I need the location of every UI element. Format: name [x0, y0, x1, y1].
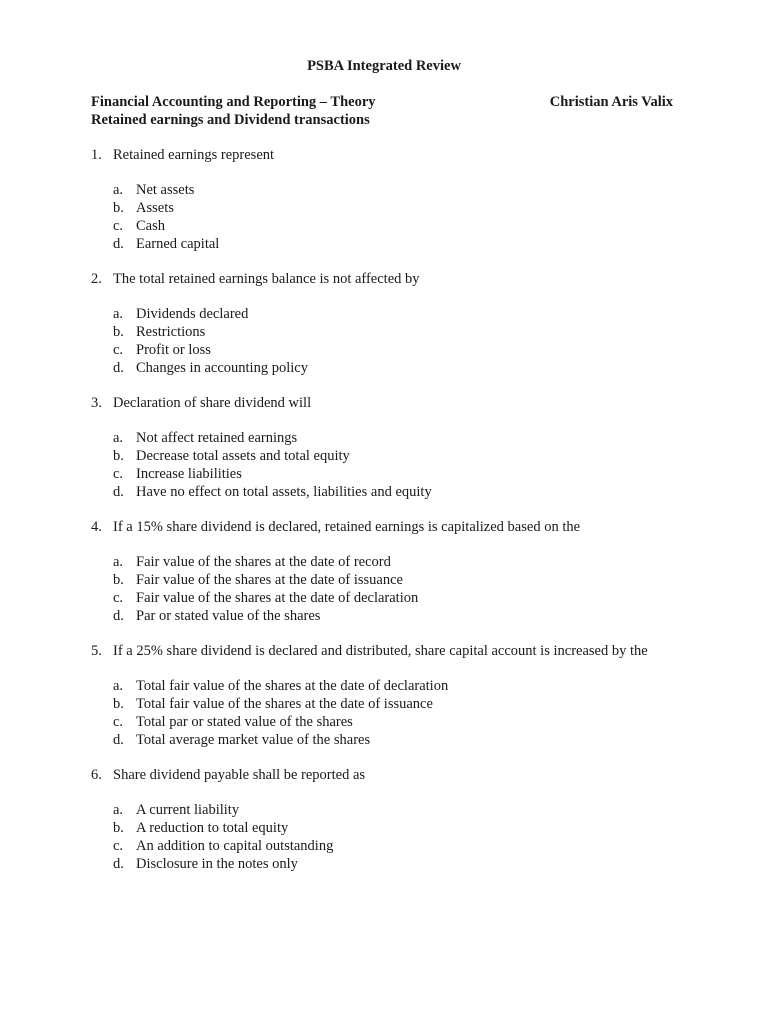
- option-text: Fair value of the shares at the date of declaration: [136, 590, 419, 606]
- question-text: Retained earnings represent: [113, 147, 275, 163]
- option-item: [113, 181, 711, 199]
- option-letter: a.: [113, 802, 124, 818]
- option-text: Assets: [136, 200, 174, 216]
- option-letter: c.: [113, 218, 124, 234]
- question-number: 5.: [91, 643, 102, 659]
- document-title: PSBA Integrated Review: [307, 58, 461, 74]
- option-text: Changes in accounting policy: [136, 360, 308, 376]
- option-item: [113, 553, 711, 571]
- option-list: [113, 677, 711, 749]
- option-letter: a.: [113, 430, 124, 446]
- option-item: [113, 713, 711, 731]
- option-letter: c.: [113, 466, 124, 482]
- option-letter: b.: [113, 200, 124, 216]
- option-text: Have no effect on total assets, liabilities and equity: [136, 484, 432, 500]
- option-text: Fair value of the shares at the date of record: [136, 554, 391, 570]
- option-item: [113, 305, 711, 323]
- question-text: If a 25% share dividend is declared and distributed, share capital account is increased by the: [113, 643, 648, 659]
- option-item: [113, 731, 711, 749]
- option-item: [113, 607, 711, 625]
- option-text: Restrictions: [136, 324, 206, 340]
- option-letter: b.: [113, 448, 124, 464]
- question-item: [91, 146, 711, 253]
- option-item: [113, 235, 711, 253]
- question-item: [91, 642, 711, 749]
- option-item: [113, 323, 711, 341]
- option-letter: b.: [113, 324, 124, 340]
- question-text: Share dividend payable shall be reported as: [113, 767, 366, 783]
- option-letter: c.: [113, 838, 124, 854]
- option-item: [113, 447, 711, 465]
- option-list: [113, 553, 711, 625]
- option-list: [113, 305, 711, 377]
- option-item: [113, 589, 711, 607]
- option-text: Fair value of the shares at the date of issuance: [136, 572, 403, 588]
- option-text: Profit or loss: [136, 342, 211, 358]
- question-text: The total retained earnings balance is not affected by: [113, 271, 420, 287]
- option-item: [113, 855, 711, 873]
- option-text: Total par or stated value of the shares: [136, 714, 353, 730]
- option-text: An addition to capital outstanding: [136, 838, 334, 854]
- topic-heading: Retained earnings and Dividend transactions: [91, 112, 370, 128]
- option-letter: c.: [113, 714, 124, 730]
- option-letter: d.: [113, 732, 124, 748]
- option-item: [113, 341, 711, 359]
- option-letter: c.: [113, 342, 124, 358]
- option-letter: b.: [113, 572, 124, 588]
- option-text: Earned capital: [136, 236, 220, 252]
- author-name: Christian Aris Valix: [549, 94, 673, 110]
- option-letter: d.: [113, 236, 124, 252]
- option-text: Decrease total assets and total equity: [136, 448, 350, 464]
- option-letter: d.: [113, 608, 124, 624]
- question-number: 1.: [91, 147, 102, 163]
- question-number: 2.: [91, 271, 102, 287]
- option-item: [113, 217, 711, 235]
- option-text: Total average market value of the shares: [136, 732, 371, 748]
- option-text: Total fair value of the shares at the date of issuance: [136, 696, 433, 712]
- option-list: [113, 181, 711, 253]
- option-letter: a.: [113, 306, 124, 322]
- option-letter: a.: [113, 678, 124, 694]
- option-text: Total fair value of the shares at the date of declaration: [136, 678, 449, 694]
- option-letter: d.: [113, 856, 124, 872]
- option-item: [113, 801, 711, 819]
- option-text: A reduction to total equity: [136, 820, 289, 836]
- question-item: [91, 766, 711, 873]
- option-letter: b.: [113, 696, 124, 712]
- option-item: [113, 465, 711, 483]
- question-text: If a 15% share dividend is declared, retained earnings is capitalized based on the: [113, 519, 581, 535]
- option-item: [113, 677, 711, 695]
- option-letter: d.: [113, 360, 124, 376]
- option-letter: d.: [113, 484, 124, 500]
- option-letter: a.: [113, 182, 124, 198]
- question-number: 6.: [91, 767, 102, 783]
- option-text: Dividends declared: [136, 306, 249, 322]
- question-item: [91, 518, 711, 625]
- option-list: [113, 429, 711, 501]
- option-text: Par or stated value of the shares: [136, 608, 321, 624]
- question-item: [91, 270, 711, 377]
- option-item: [113, 483, 711, 501]
- option-text: Cash: [136, 218, 165, 234]
- option-text: Disclosure in the notes only: [136, 856, 298, 872]
- option-text: Net assets: [136, 182, 195, 198]
- option-item: [113, 695, 711, 713]
- option-text: Not affect retained earnings: [136, 430, 298, 446]
- option-letter: c.: [113, 590, 124, 606]
- option-letter: a.: [113, 554, 124, 570]
- option-list: [113, 801, 711, 873]
- option-item: [113, 199, 711, 217]
- option-text: A current liability: [136, 802, 240, 818]
- option-letter: b.: [113, 820, 124, 836]
- option-item: [113, 359, 711, 377]
- question-text: Declaration of share dividend will: [113, 395, 312, 411]
- subject-heading: Financial Accounting and Reporting – Theory: [91, 94, 376, 110]
- question-list: [91, 146, 711, 890]
- option-item: [113, 819, 711, 837]
- option-item: [113, 429, 711, 447]
- option-item: [113, 571, 711, 589]
- question-item: [91, 394, 711, 501]
- option-text: Increase liabilities: [136, 466, 242, 482]
- question-number: 3.: [91, 395, 102, 411]
- option-item: [113, 837, 711, 855]
- question-number: 4.: [91, 519, 102, 535]
